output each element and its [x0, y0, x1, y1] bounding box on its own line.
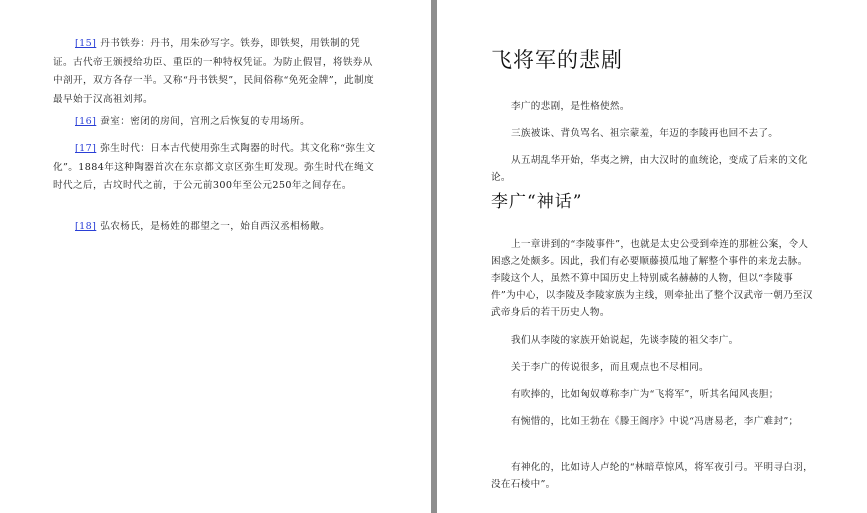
footnote-ref-link[interactable]: [18] — [75, 221, 97, 232]
footnote-ref-link[interactable]: [16] — [75, 116, 97, 127]
footnote-ref-link[interactable]: [17] — [75, 143, 97, 154]
body-paragraph: 有吹捧的，比如匈奴尊称李广为“飞将军”，听其名闻风丧胆； — [511, 388, 779, 400]
footnote-18 — [53, 218, 377, 237]
footnote-16 — [53, 113, 377, 132]
body-paragraph: 有惋惜的，比如王勃在《滕王阁序》中说“冯唐易老，李广难封”； — [511, 415, 799, 427]
footnote-17 — [53, 140, 377, 196]
footnote-text: 蚕室：密闭的房间，宫刑之后恢复的专用场所。 — [100, 116, 311, 127]
footnote-ref-link[interactable]: [15] — [75, 38, 97, 49]
intro-paragraph: 李广的悲剧，是性格使然。 — [511, 100, 630, 112]
body-paragraph: 关于李广的传说很多，而且观点也不尽相同。 — [511, 361, 709, 373]
section-title: 李广“神话” — [491, 192, 583, 212]
body-paragraph: 有神化的，比如诗人卢纶的“林暗草惊风，将军夜引弓。平明寻白羽，没在石棱中”。 — [491, 461, 814, 490]
footnote-text: 丹书铁券：丹书，用朱砂写字。铁券，即铁契，用铁制的凭证。古代帝王颁授给功臣、重臣的一种特权凭证。为防止假冒，将铁券从中剖开，双方各存一半。又称“丹书铁契”，民间俗称“免死金牌”，此制度最早始于汉高祖刘邦。 — [53, 38, 375, 105]
body-paragraph: 上一章讲到的“李陵事件”，也就是太史公受到牵连的那桩公案，令人困惑之处颇多。因此，我们有必要顺藤摸瓜地了解整个事件的来龙去脉。李陵这个人，虽然不算中国历史上特别威名赫赫的人物，但以“李陵事件”为中心，以李陵及李陵家族为主线，则牵扯出了整个汉武帝一朝乃至汉武帝身后的若干历史人物。 — [491, 238, 813, 319]
chapter-title: 飞将军的悲剧 — [491, 48, 623, 72]
left-page — [0, 0, 431, 513]
intro-paragraph: 从五胡乱华开始，华夷之辨，由大汉时的血统论，变成了后来的文化论。 — [491, 154, 808, 183]
body-paragraph: 我们从李陵的家族开始说起，先谈李陵的祖父李广。 — [511, 334, 739, 346]
intro-paragraph: 三族被诛、背负骂名、祖宗蒙羞，年迈的李陵再也回不去了。 — [511, 127, 779, 139]
footnote-text: 弥生时代：日本古代使用弥生式陶器的时代。其文化称“弥生文化”。1884年这种陶器首次在东京都文京区弥生町发现。弥生时代在绳文时代之后，古坟时代之前，于公元前300年至公元250年之间存在。 — [53, 143, 376, 191]
footnote-15 — [53, 35, 377, 109]
footnote-text: 弘农杨氏，是杨姓的郡望之一，始自西汉丞相杨敞。 — [100, 221, 331, 232]
